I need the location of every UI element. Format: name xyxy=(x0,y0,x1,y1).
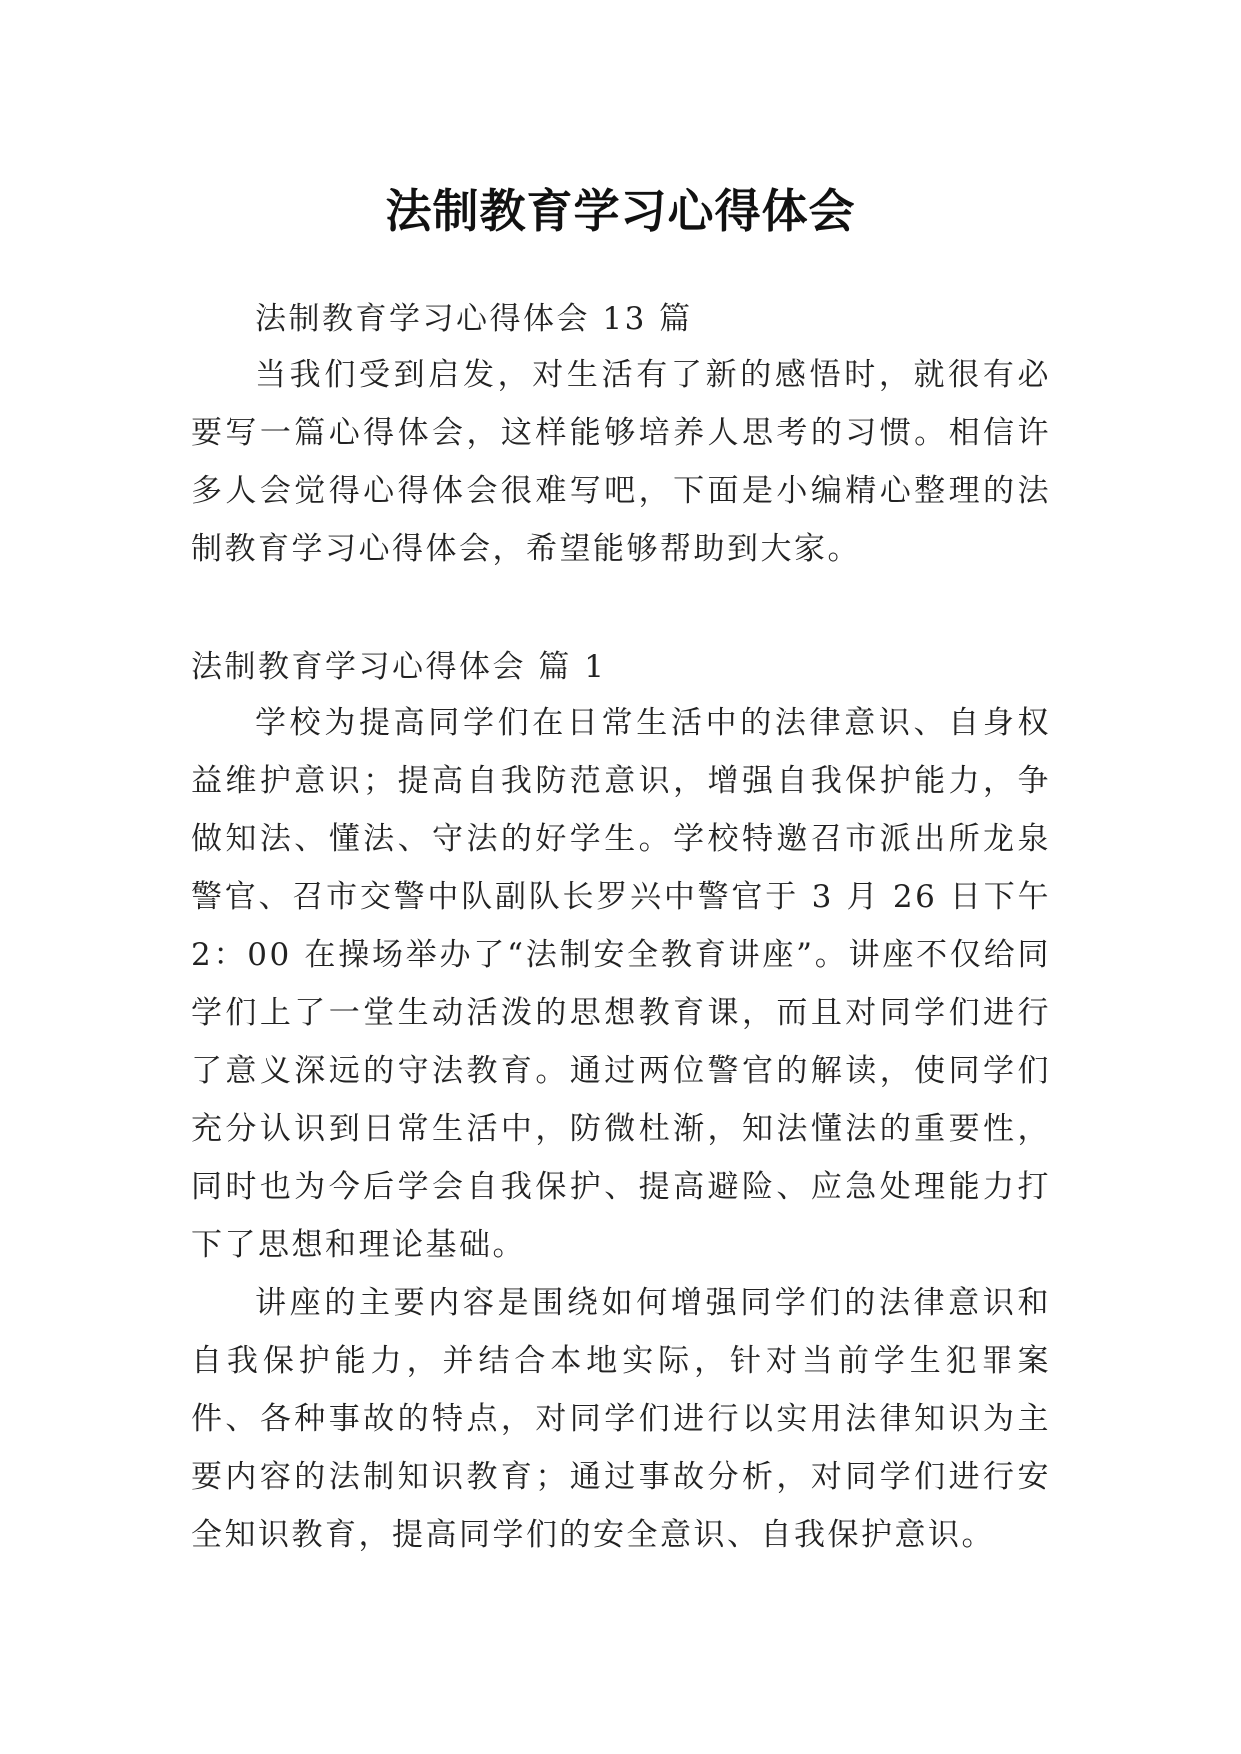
section-paragraph-2: 讲座的主要内容是围绕如何增强同学们的法律意识和自我保护能力，并结合本地实际，针对当前学生犯罪案件、各种事故的特点，对同学们进行以实用法律知识为主要内容的法制知识教育；通过事故分析，对同学们进行安全知识教育，提高同学们的安全意识、自我保护意识。 xyxy=(191,1285,1051,1553)
intro-block xyxy=(191,346,1051,578)
section-body xyxy=(191,694,1051,1564)
section-paragraph-1: 学校为提高同学们在日常生活中的法律意识、自身权益维护意识；提高自我防范意识，增强自我保护能力，争做知法、懂法、守法的好学生。学校特邀召市派出所龙泉警官、召市交警中队副队长罗兴中警官于 3 月 26 日下午 2：00 在操场举办了“法制安全教育讲座”。讲座不仅给同学们上了一堂生动活泼的思想教育课，而且对同学们进行了意义深远的守法教育。通过两位警官的解读，使同学们充分认识到日常生活中，防微杜渐，知法懂法的重要性，同时也为今后学会自我保护、提高避险、应急处理能力打下了思想和理论基础。 xyxy=(191,705,1051,1263)
section-heading: 法制教育学习心得体会 篇 1 xyxy=(191,649,607,685)
intro-paragraph: 当我们受到启发，对生活有了新的感悟时，就很有必要写一篇心得体会，这样能够培养人思考的习惯。相信许多人会觉得心得体会很难写吧，下面是小编精心整理的法制教育学习心得体会，希望能够帮助到大家。 xyxy=(191,357,1051,567)
document-subtitle: 法制教育学习心得体会 13 篇 xyxy=(255,301,693,337)
document-title: 法制教育学习心得体会 xyxy=(385,183,856,238)
